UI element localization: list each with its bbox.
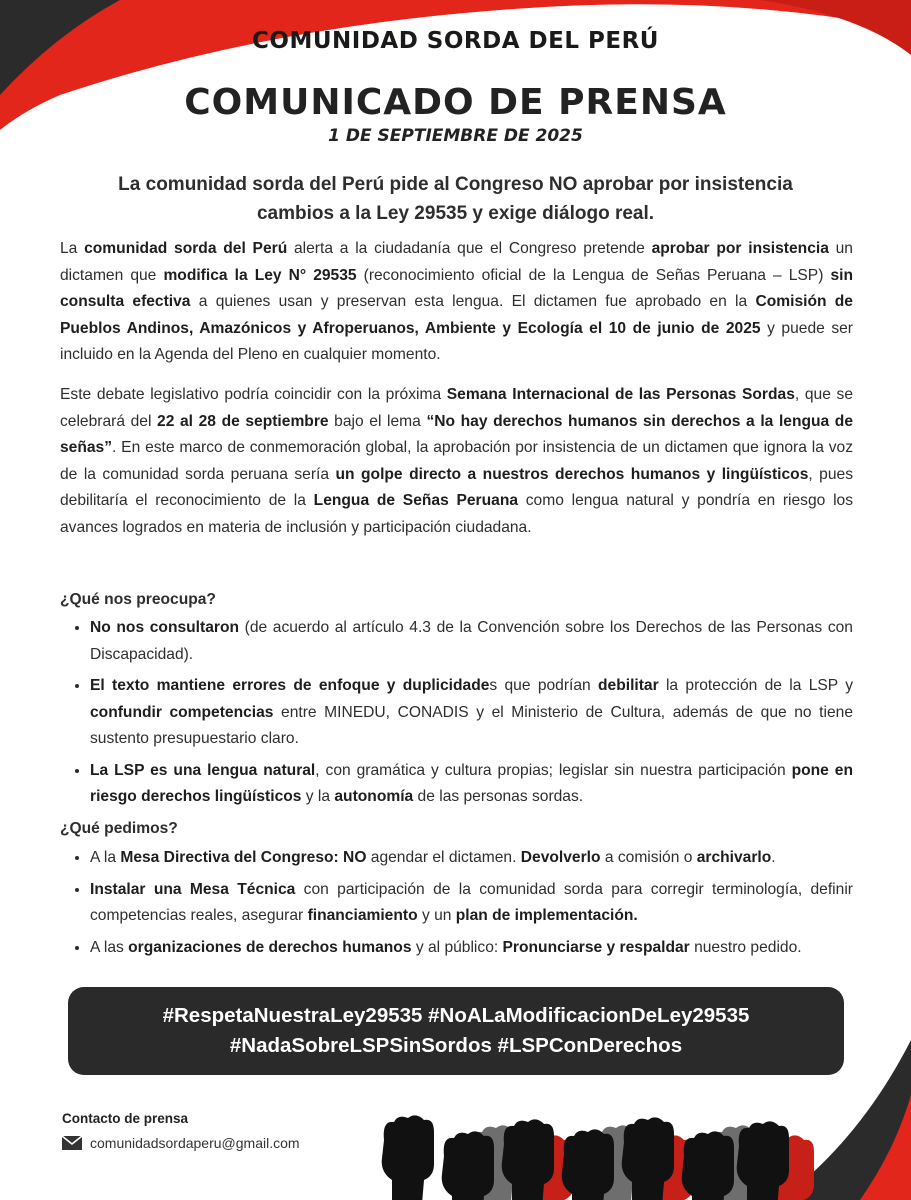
fist-icon — [682, 1131, 734, 1200]
bold-text: modifica la Ley N° 29535 — [163, 266, 357, 284]
headline-line-2: cambios a la Ley 29535 y exige diálogo real. — [256, 203, 655, 224]
organization-name: COMUNIDAD SORDA DEL PERÚ — [252, 28, 659, 54]
demands-list — [60, 845, 853, 966]
text: A la — [90, 849, 121, 866]
concerns-heading: ¿Qué nos preocupa? — [60, 591, 216, 608]
page-title: COMUNICADO DE PRENSA — [184, 82, 727, 123]
bold-text: confundir competencias — [90, 703, 274, 721]
bold-text: Pronunciarse y respaldar — [502, 938, 690, 956]
bold-text: debilitar — [598, 677, 659, 694]
bold-text: “No hay derechos humanos sin derechos a la lengua de señas” — [60, 412, 854, 456]
text: , que se celebrará del — [60, 386, 854, 430]
concern-item — [90, 615, 853, 668]
text: y al público: — [411, 938, 503, 956]
raised-fists-illustration — [368, 1110, 868, 1200]
text: nuestro pedido. — [689, 938, 802, 956]
fist-icon — [442, 1131, 494, 1200]
bold-text: plan de implementación. — [455, 907, 638, 924]
bold-text: Lengua de Señas Peruana — [313, 492, 519, 509]
bold-text: organizaciones de derechos humanos — [128, 938, 412, 956]
bold-text: Comisión de Pueblos Andinos, Amazónicos y Afroperuanos, Ambiente y Ecología el 10 de junio de 2025 — [60, 293, 853, 337]
bold-text: archivarlo — [696, 849, 772, 866]
contact-email-row[interactable] — [62, 1135, 300, 1151]
text: y la — [301, 788, 335, 805]
bold-text: financiamiento — [307, 907, 418, 924]
demands-heading: ¿Qué pedimos? — [60, 820, 178, 837]
text: y puede ser incluido en la Agenda del Pleno en cualquier momento. — [60, 319, 853, 363]
text: de las personas sordas. — [413, 788, 584, 805]
text: Este debate legislativo podría coincidir con la próxima — [60, 386, 447, 403]
bold-text: aprobar por insistencia — [651, 240, 829, 257]
demand-item — [90, 935, 853, 962]
text: , con gramática y cultura propias; legislar sin nuestra participación — [315, 761, 792, 779]
press-release-date: 1 DE SEPTIEMBRE DE 2025 — [328, 126, 583, 146]
paragraph-2 — [60, 382, 853, 541]
bold-text: comunidad sorda del Perú — [84, 240, 288, 257]
concern-item — [90, 758, 853, 811]
bold-text: 22 al 28 de septiembre — [157, 412, 329, 430]
bold-text: Devolverlo — [520, 849, 601, 866]
envelope-icon — [62, 1136, 82, 1150]
text: (de acuerdo al artículo 4.3 de la Convención sobre los Derechos de las Personas con Discapacidad). — [90, 619, 853, 663]
headline-line-1: La comunidad sorda del Perú pide al Congreso NO aprobar por insistencia — [118, 174, 793, 195]
demand-item — [90, 845, 853, 872]
text: . En este marco de conmemoración global, la aprobación por insistencia de un dictamen que ignora la voz de la comunidad sorda peruana sería — [60, 439, 853, 483]
text: (reconocimiento oficial de la Lengua de Señas Peruana – LSP) — [356, 266, 831, 284]
text: bajo el lema — [328, 412, 427, 430]
contact-email[interactable]: comunidadsordaperu@gmail.com — [90, 1135, 300, 1151]
demand-item — [90, 877, 853, 930]
text: La — [60, 240, 85, 257]
hashtags-line-2: #NadaSobreLSPSinSordos #LSPConDerechos — [229, 1034, 683, 1057]
concerns-list — [60, 615, 853, 816]
headline — [90, 170, 821, 228]
text: un dictamen que — [60, 240, 853, 284]
text: la protección de la LSP y — [658, 677, 853, 694]
text: entre MINEDU, CONADIS y el Ministerio de Cultura, además de que no tiene sustento presupuestario claro. — [90, 703, 853, 747]
text: agendar el dictamen. — [366, 849, 521, 866]
bold-text: autonomía — [334, 788, 414, 805]
text: como lengua natural y pondría en riesgo los avances logrados en materia de inclusión y participación ciudadana. — [60, 492, 853, 536]
paragraph-1 — [60, 236, 853, 369]
text: A las — [90, 938, 129, 956]
text: a quienes usan y preservan esta lengua. El dictamen fue aprobado en la — [190, 293, 756, 310]
bold-text: Instalar una Mesa Técnica — [90, 880, 296, 898]
bold-text: un golpe directo a nuestros derechos humanos y lingüísticos — [335, 465, 809, 483]
fist-icon — [382, 1115, 434, 1200]
text: alerta a la ciudadanía que el Congreso pretende — [287, 240, 652, 257]
concern-item — [90, 673, 853, 753]
bold-text: Semana Internacional de las Personas Sordas — [446, 386, 795, 403]
text: y un — [417, 907, 456, 924]
bold-text: No nos consultaron — [90, 619, 239, 636]
fist-icon — [562, 1129, 614, 1200]
bold-text: Mesa Directiva del Congreso: NO — [120, 849, 367, 866]
text: . — [771, 849, 776, 866]
contact-label: Contacto de prensa — [62, 1111, 189, 1126]
bold-text: La LSP es una lengua natural — [90, 761, 316, 779]
hashtags-line-1: #RespetaNuestraLey29535 #NoALaModificacionDeLey29535 — [162, 1004, 750, 1027]
bold-text: pone en riesgo derechos lingüísticos — [90, 761, 853, 805]
text: s que podrían — [489, 677, 599, 694]
bold-text: sin consulta efectiva — [60, 266, 853, 310]
bold-text: El texto mantiene errores de enfoque y duplicidade — [90, 677, 490, 694]
hashtag-banner — [68, 987, 844, 1075]
text: , pues debilitaría el reconocimiento de la — [60, 465, 853, 509]
text: con participación de la comunidad sorda para corregir terminología, definir competencias reales, asegurar — [90, 880, 853, 924]
text: a comisión o — [600, 849, 697, 866]
